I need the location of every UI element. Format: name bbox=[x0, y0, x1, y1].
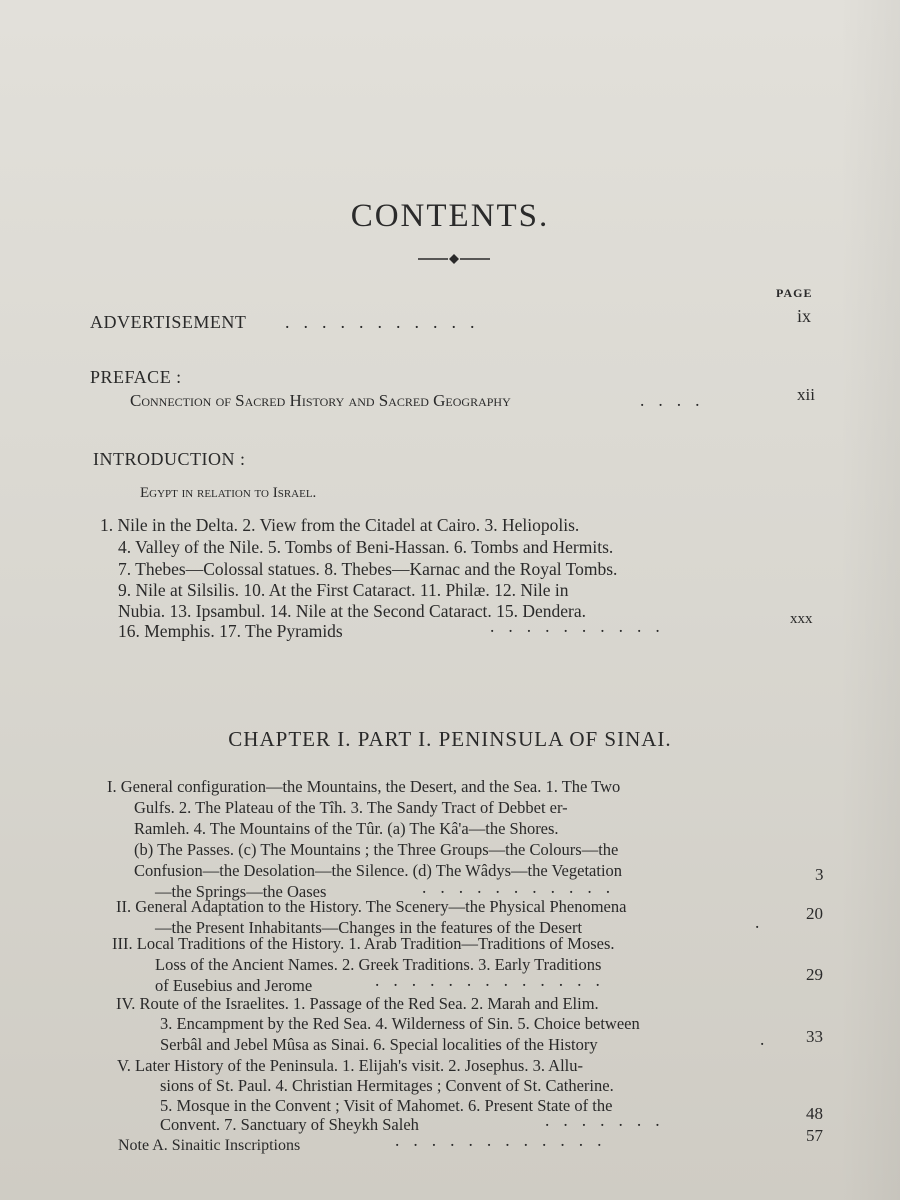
section-line: sions of St. Paul. 4. Christian Hermitages ; Convent of St. Catherine. bbox=[160, 1076, 614, 1095]
section-line: of Eusebius and Jerome bbox=[155, 976, 313, 995]
leader-dots: ........... bbox=[422, 877, 625, 897]
leader-dots: ....... bbox=[545, 1110, 674, 1130]
section-line: —the Springs—the Oases bbox=[155, 882, 327, 901]
section-line: 5. Mosque in the Convent ; Visit of Mahomet. 6. Present State of the bbox=[160, 1096, 613, 1115]
section-page: 20 bbox=[806, 904, 823, 923]
introduction-subtitle: Egypt in relation to Israel. bbox=[140, 485, 317, 501]
introduction-line: 7. Thebes—Colossal statues. 8. Thebes—Karnac and the Royal Tombs. bbox=[118, 559, 618, 579]
preface-subtitle: Connection of Sacred History and Sacred Geography bbox=[130, 391, 511, 410]
page-title: CONTENTS. bbox=[350, 198, 550, 234]
note-a-entry: Note A. Sinaitic Inscriptions bbox=[118, 1137, 301, 1154]
introduction-heading: INTRODUCTION : bbox=[93, 449, 246, 469]
section-line: Serbâl and Jebel Mûsa as Sinai. 6. Special localities of the History bbox=[160, 1035, 598, 1054]
title-ornament bbox=[418, 253, 490, 265]
section-line: 3. Encampment by the Red Sea. 4. Wilderness of Sin. 5. Choice between bbox=[160, 1014, 640, 1033]
section-line: I. General configuration—the Mountains, the Desert, and the Sea. 1. The Two bbox=[107, 777, 621, 796]
introduction-line: 9. Nile at Silsilis. 10. At the First Cataract. 11. Philæ. 12. Nile in bbox=[118, 580, 569, 600]
introduction-line: 16. Memphis. 17. The Pyramids bbox=[118, 621, 343, 641]
section-page: 48 bbox=[806, 1104, 823, 1123]
section-line: IV. Route of the Israelites. 1. Passage of the Red Sea. 2. Marah and Elim. bbox=[116, 994, 599, 1013]
section-line: Ramleh. 4. The Mountains of the Tûr. (a) The Kâ'a—the Shores. bbox=[134, 819, 559, 838]
section-line: Gulfs. 2. The Plateau of the Tîh. 3. The Sandy Tract of Debbet er- bbox=[134, 798, 568, 817]
advertisement-label: ADVERTISEMENT bbox=[90, 312, 247, 332]
advertisement-entry bbox=[90, 312, 489, 332]
preface-heading: PREFACE : bbox=[90, 367, 182, 387]
chapter-heading: CHAPTER I. PART I. PENINSULA OF SINAI. bbox=[228, 727, 672, 751]
section-page: 3 bbox=[815, 865, 824, 884]
section-line: Confusion—the Desolation—the Silence. (d) The Wâdys—the Vegetation bbox=[134, 861, 623, 880]
section-page: 33 bbox=[806, 1027, 823, 1046]
page-column-label: PAGE bbox=[776, 286, 813, 300]
section-page: 29 bbox=[806, 965, 823, 984]
leader-dots: . bbox=[760, 1029, 779, 1049]
preface-page: xii bbox=[797, 385, 815, 404]
note-a-page: 57 bbox=[806, 1126, 823, 1145]
section-line: II. General Adaptation to the History. The Scenery—the Physical Phenomena bbox=[116, 897, 627, 916]
section-line: III. Local Traditions of the History. 1. Arab Tradition—Traditions of Moses. bbox=[112, 934, 615, 953]
section-line: V. Later History of the Peninsula. 1. Elijah's visit. 2. Josephus. 3. Allu- bbox=[117, 1056, 584, 1075]
advertisement-page: ix bbox=[797, 306, 812, 326]
introduction-line: 4. Valley of the Nile. 5. Tombs of Beni-Hassan. 6. Tombs and Hermits. bbox=[118, 537, 614, 557]
leader-dots: . bbox=[755, 912, 774, 932]
introduction-page: xxx bbox=[790, 611, 813, 627]
introduction-line: Nubia. 13. Ipsambul. 14. Nile at the Second Cataract. 15. Dendera. bbox=[118, 601, 586, 621]
leader-dots: ............. bbox=[375, 970, 614, 990]
page-edge-shadow bbox=[840, 0, 900, 1200]
section-line: Loss of the Ancient Names. 2. Greek Traditions. 3. Early Traditions bbox=[155, 955, 602, 974]
introduction-line: 1. Nile in the Delta. 2. View from the Citadel at Cairo. 3. Heliopolis. bbox=[100, 515, 580, 535]
leader-dots: ............ bbox=[395, 1130, 616, 1150]
section-line: (b) The Passes. (c) The Mountains ; the Three Groups—the Colours—the bbox=[134, 840, 619, 859]
section-line: —the Present Inhabitants—Changes in the features of the Desert bbox=[155, 918, 583, 937]
leader-dots: .......... bbox=[490, 616, 674, 636]
section-line: Convent. 7. Sanctuary of Sheykh Saleh bbox=[160, 1115, 419, 1134]
leader-dots: ........... bbox=[285, 312, 489, 332]
leader-dots: .... bbox=[640, 390, 714, 410]
